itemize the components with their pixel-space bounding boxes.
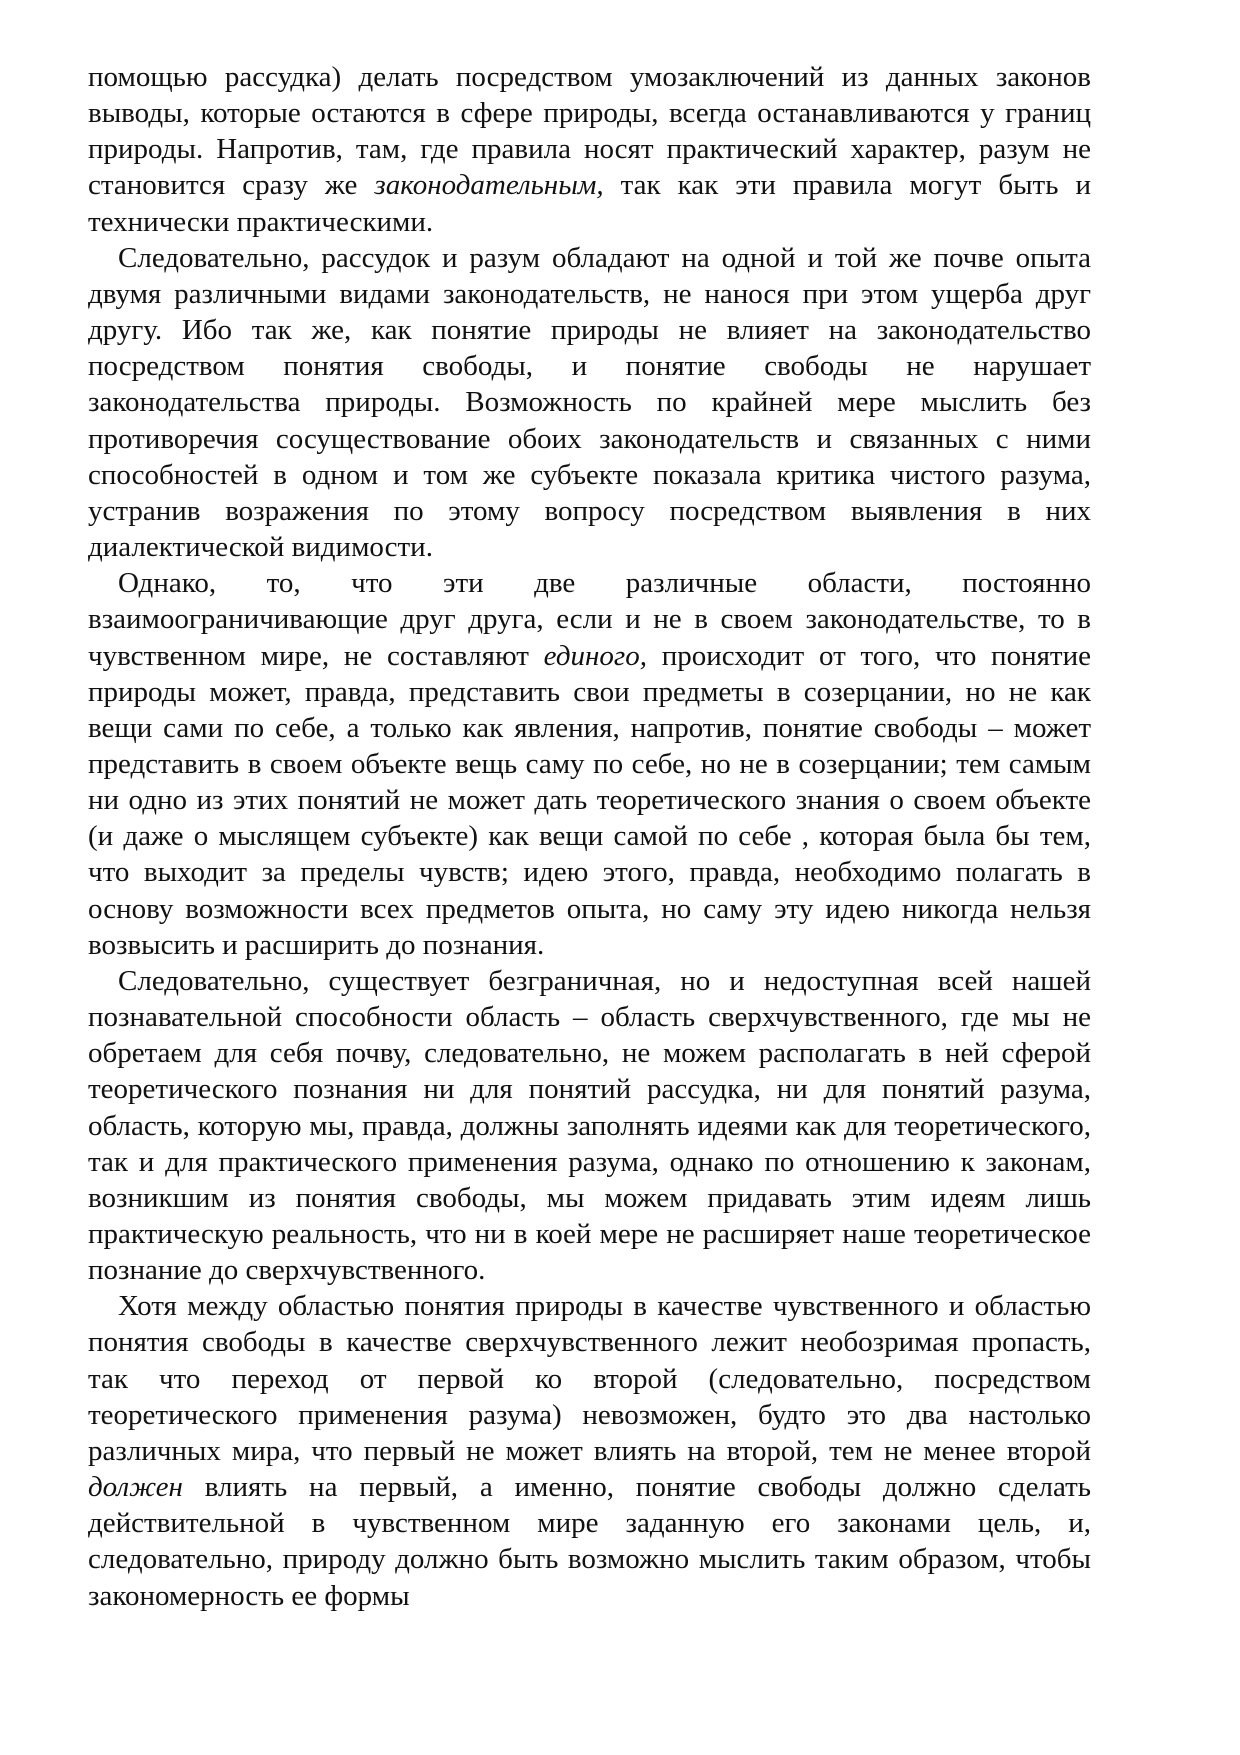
paragraph-3 — [88, 565, 1091, 963]
paragraph-4 — [88, 963, 1091, 1288]
paragraph-1 — [88, 59, 1091, 240]
paragraph-text: помощью рассудка) делать посредством умозаключений из данных законов выводы, которые остаются в сфере природы, всегда останавливаются у границ природы. Напротив, там, где правила носят практический характер, разум не становится сразу же — [88, 61, 1091, 202]
emphasis-text: законодательным, — [374, 169, 604, 202]
emphasis-text: единого, — [543, 639, 647, 672]
emphasis-text: должен — [88, 1471, 183, 1504]
paragraph-text: Следовательно, существует безграничная, но и недоступная всей нашей познавательной способности область – область сверхчувственного, где мы не обретаем для себя почву, следовательно, не можем располагать в ней сферой теоретического познания ни для понятий рассудка, ни для понятий разума, область, которую мы, правда, должны заполнять идеями как для теоретического, так и для практического применения разума, однако по отношению к законам, возникшим из понятия свободы, мы можем придавать этим идеям лишь практическую реальность, что ни в коей мере не расширяет наше теоретическое познание до сверхчувственного. — [88, 964, 1091, 1287]
paragraph-text: Хотя между областью понятия природы в качестве чувственного и областью понятия свободы в качестве сверхчувственного лежит необозримая пропасть, так что переход от первой ко второй (следовательно, посредством теоретического применения разума) невозможен, будто это два настолько различных мира, что первый не может влиять на второй, тем не менее второй — [88, 1290, 1091, 1467]
paragraph-text: так как эти правила могут быть и технически практическими. — [88, 169, 1091, 238]
document-body — [88, 59, 1091, 1614]
paragraph-text: Следовательно, рассудок и разум обладают на одной и той же почве опыта двумя различными видами законодательств, не нанося при этом ущерба друг другу. Ибо так же, как понятие природы не влияет на законодательство посредством понятия свободы, и понятие свободы не нарушает законодательства природы. Возможность по крайней мере мыслить без противоречия сосуществование обоих законодательств и связанных с ними способностей в одном и том же субъекте показала критика чистого разума, устранив возражения по этому вопросу посредством выявления в них диалектической видимости. — [88, 241, 1091, 564]
paragraph-text: происходит от того, что понятие природы может, правда, представить свои предметы в созерцании, но не как вещи сами по себе, а только как явления, напротив, понятие свободы – может представить в своем объекте вещь саму по себе, но не в созерцании; тем самым ни одно из этих понятий не может дать теоретического знания о своем объекте (и даже о мыслящем субъекте) как вещи самой по себе , которая была бы тем, что выходит за пределы чувств; идею этого, правда, необходимо полагать в основу возможности всех предметов опыта, но саму эту идею никогда нельзя возвысить и расширить до познания. — [88, 639, 1092, 961]
paragraph-text: влиять на первый, а именно, понятие свободы должно сделать действительной в чувственном мире заданную его законами цель, и, следовательно, природу должно быть возможно мыслить таким образом, чтобы закономерность ее формы — [88, 1471, 1091, 1612]
paragraph-2 — [88, 240, 1091, 565]
paragraph-5 — [88, 1288, 1091, 1613]
paragraph-text: Однако, то, что эти две различные области, постоянно взаимоограничивающие друг друга, если и не в своем законодательстве, то в чувственном мире, не составляют — [88, 567, 1091, 672]
